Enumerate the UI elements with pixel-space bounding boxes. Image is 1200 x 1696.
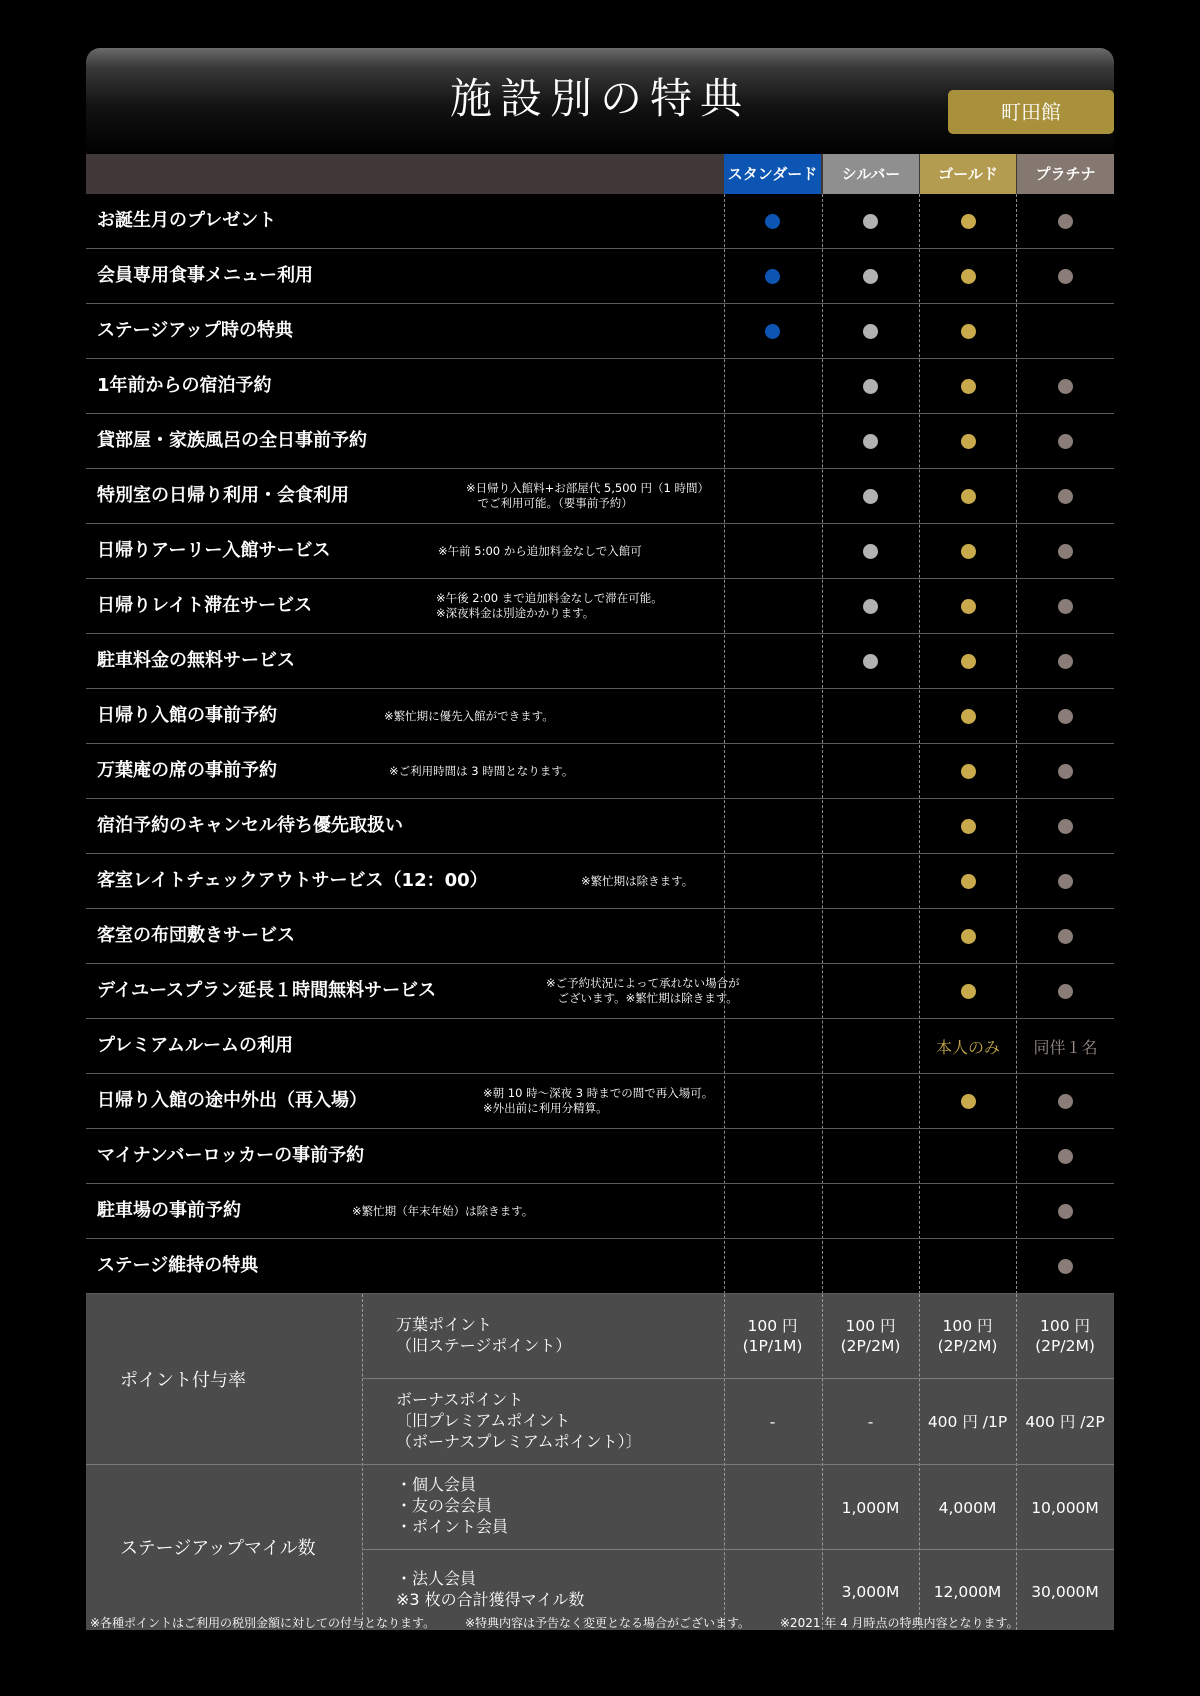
corporate-platinum: 30,000M [1031,1583,1099,1601]
benefit-label: デイユースプラン延長１時間無料サービス [97,980,437,1001]
benefit-label: 1年前からの宿泊予約 [97,375,272,396]
availability-dot [1058,929,1073,944]
miles-category: ステージアップマイル数 [120,1538,316,1559]
tier-standard: スタンダード [724,154,821,194]
availability-dot [1058,984,1073,999]
benefit-label: マイナンバーロッカーの事前予約 [97,1145,365,1166]
availability-silver [822,194,919,248]
availability-platinum [1017,249,1114,303]
availability-dot [961,709,976,724]
availability-dot [1058,269,1073,284]
benefit-row [86,1074,1114,1129]
benefit-label: 日帰り入館の事前予約 [97,705,277,726]
benefit-note: ※ご利用時間は 3 時間となります。 [389,763,574,778]
benefit-label: 会員専用食事メニュー利用 [97,265,313,286]
benefit-row [86,524,1114,579]
footer-note-1: ※各種ポイントはご利用の税別金額に対しての付与となります。 [90,1616,436,1630]
availability-silver [822,634,919,688]
benefit-note: ※日帰り入館料+お部屋代 5,500 円（1 時間） でご利用可能。（要事前予約） [466,481,709,510]
availability-gold [920,304,1016,358]
availability-dot [1058,544,1073,559]
availability-platinum [1017,1129,1114,1183]
benefit-label: 日帰りレイト滞在サービス [97,595,313,616]
availability-silver [822,249,919,303]
availability-text: 同伴１名 [1033,1037,1098,1057]
benefit-label: プレミアムルームの利用 [97,1035,294,1056]
row-divider [362,1378,1114,1379]
footer-note-2: ※特典内容は予告なく変更となる場合がございます。 [464,1616,751,1630]
availability-dot [765,214,780,229]
benefit-row [86,799,1114,854]
availability-dot [1058,819,1073,834]
manyo-gold: 100 円 (2P/2M) [937,1317,998,1355]
availability-gold [920,469,1016,523]
benefit-note: ※朝 10 時〜深夜 3 時までの間で再入場可。 ※外出前に利用分精算。 [483,1086,714,1115]
availability-silver [822,414,919,468]
benefit-row [86,909,1114,964]
availability-dot [1058,434,1073,449]
benefit-label: ステージアップ時の特典 [97,320,294,341]
personal-line2: ・友の会会員 [396,1496,493,1515]
availability-platinum [1017,689,1114,743]
availability-dot [863,269,878,284]
availability-dot [961,544,976,559]
availability-dot [1058,1259,1073,1274]
availability-dot [863,544,878,559]
benefit-row [86,1239,1114,1294]
availability-silver [822,469,919,523]
benefit-label: 客室レイトチェックアウトサービス（12：00） [97,870,488,891]
benefit-row [86,469,1114,524]
benefit-row [86,1184,1114,1239]
manyo-line2: （旧ステージポイント） [396,1336,572,1355]
benefit-label: 宿泊予約のキャンセル待ち優先取扱い [97,815,403,836]
availability-dot [961,214,976,229]
availability-dot [1058,709,1073,724]
availability-platinum [1017,524,1114,578]
benefit-row [86,249,1114,304]
benefit-row [86,194,1114,249]
row-divider [86,1464,1114,1465]
availability-dot [961,874,976,889]
footer-notes [90,1614,1045,1631]
bonus-line3: （ボーナスプレミアムポイント）〕 [396,1432,642,1451]
bonus-line1: ボーナスポイント [396,1390,524,1409]
availability-platinum [1017,414,1114,468]
availability-dot [1058,599,1073,614]
availability-gold [920,854,1016,908]
availability-platinum [1017,1074,1114,1128]
availability-platinum [1017,909,1114,963]
availability-dot [863,214,878,229]
benefit-label: 駐車料金の無料サービス [97,650,295,671]
bonus-standard: - [769,1413,776,1431]
personal-line1: ・個人会員 [396,1475,477,1494]
availability-dot [1058,489,1073,504]
tier-gold: ゴールド [920,154,1016,194]
facility-badge: 町田館 [948,90,1114,134]
availability-platinum [1017,854,1114,908]
benefits-panel [86,48,1114,1630]
availability-platinum [1017,1019,1114,1073]
column-divider [362,1294,363,1630]
availability-dot [765,324,780,339]
benefit-row [86,304,1114,359]
availability-platinum [1017,469,1114,523]
availability-standard [724,194,821,248]
availability-gold [920,194,1016,248]
benefit-note: ※午後 2:00 まで追加料金なしで滞在可能。 ※深夜料金は別途かかります。 [436,591,663,620]
benefit-row [86,1019,1114,1074]
availability-dot [765,269,780,284]
footer-note-3: ※2021 年 4 月時点の特典内容となります。 [779,1616,1019,1630]
availability-platinum [1017,579,1114,633]
availability-dot [1058,654,1073,669]
availability-gold [920,359,1016,413]
availability-dot [863,489,878,504]
corporate-silver: 3,000M [841,1583,900,1601]
availability-dot [863,599,878,614]
benefit-row [86,964,1114,1019]
tier-platinum: プラチナ [1017,154,1114,194]
availability-dot [961,929,976,944]
personal-gold: 4,000M [938,1499,997,1517]
benefit-note: ※繁忙期は除きます。 [581,873,694,888]
manyo-standard: 100 円 (1P/1M) [742,1317,803,1355]
availability-dot [961,489,976,504]
availability-gold [920,249,1016,303]
benefit-label: 日帰り入館の途中外出（再入場） [97,1090,367,1111]
bonus-point-label [396,1389,642,1452]
row-divider [362,1549,1114,1550]
points-category: ポイント付与率 [120,1370,246,1391]
availability-platinum [1017,194,1114,248]
availability-gold [920,634,1016,688]
benefit-label: 駐車場の事前予約 [97,1200,241,1221]
benefits-table [86,194,1114,1294]
benefit-label: 万葉庵の席の事前予約 [97,760,277,781]
availability-text: 本人のみ [935,1037,1000,1057]
points-section [86,1294,1114,1630]
benefit-row [86,414,1114,469]
benefit-row [86,689,1114,744]
availability-dot [961,324,976,339]
benefit-label: 貸部屋・家族風呂の全日事前予約 [97,430,367,451]
header [86,48,1114,154]
availability-silver [822,304,919,358]
manyo-point-label [396,1314,571,1356]
availability-dot [1058,214,1073,229]
bonus-line2: 〔旧プレミアムポイント [396,1411,571,1430]
availability-dot [1058,1204,1073,1219]
availability-gold [920,1019,1016,1073]
availability-gold [920,579,1016,633]
benefit-row [86,1129,1114,1184]
benefit-note: ※繁忙期に優先入館ができます。 [384,708,554,723]
benefit-row [86,744,1114,799]
availability-dot [961,819,976,834]
benefit-note: ※午前 5:00 から追加料金なしで入館可 [438,543,642,558]
personal-members-label [396,1474,508,1537]
availability-platinum [1017,1239,1114,1293]
availability-dot [863,379,878,394]
bonus-platinum: 400 円 /2P [1025,1413,1105,1431]
availability-dot [961,764,976,779]
benefit-note: ※繁忙期（年末年始）は除きます。 [352,1203,534,1218]
availability-dot [961,379,976,394]
availability-gold [920,689,1016,743]
availability-platinum [1017,359,1114,413]
availability-platinum [1017,964,1114,1018]
personal-line3: ・ポイント会員 [396,1517,509,1536]
page-title: 施設別の特典 [449,74,750,123]
availability-dot [961,1094,976,1109]
tier-header [86,154,1114,194]
availability-dot [863,324,878,339]
availability-dot [961,984,976,999]
availability-platinum [1017,799,1114,853]
availability-standard [724,304,821,358]
benefit-row [86,579,1114,634]
availability-dot [1058,1094,1073,1109]
availability-gold [920,744,1016,798]
availability-dot [1058,764,1073,779]
benefit-row [86,854,1114,909]
availability-gold [920,414,1016,468]
availability-platinum [1017,634,1114,688]
corporate-line1: ・法人会員 [396,1569,477,1588]
availability-dot [961,434,976,449]
availability-dot [1058,379,1073,394]
availability-silver [822,579,919,633]
availability-gold [920,964,1016,1018]
availability-gold [920,799,1016,853]
availability-dot [961,269,976,284]
benefit-label: 特別室の日帰り利用・会食利用 [97,485,349,506]
availability-silver [822,359,919,413]
bonus-gold: 400 円 /1P [927,1413,1008,1431]
availability-gold [920,1074,1016,1128]
manyo-line1: 万葉ポイント [396,1315,493,1334]
availability-dot [1058,1149,1073,1164]
availability-platinum [1017,744,1114,798]
availability-standard [724,249,821,303]
availability-platinum [1017,1184,1114,1238]
availability-silver [822,524,919,578]
tier-silver: シルバー [823,154,919,194]
availability-gold [920,524,1016,578]
availability-dot [961,654,976,669]
benefit-row [86,359,1114,414]
availability-dot [863,654,878,669]
availability-dot [863,434,878,449]
availability-dot [1058,874,1073,889]
manyo-silver: 100 円 (2P/2M) [840,1317,901,1355]
benefit-label: お誕生月のプレゼント [97,210,277,231]
benefit-label: 客室の布団敷きサービス [97,925,295,946]
personal-silver: 1,000M [841,1499,900,1517]
availability-gold [920,909,1016,963]
benefit-note: ※ご予約状況によって承れない場合が ございます。※繁忙期は除きます。 [546,976,740,1005]
personal-platinum: 10,000M [1031,1499,1099,1517]
benefit-label: ステージ維持の特典 [97,1255,259,1276]
corporate-gold: 12,000M [933,1583,1002,1601]
benefit-row [86,634,1114,689]
corporate-members-label [396,1568,584,1610]
manyo-platinum: 100 円 (2P/2M) [1035,1317,1095,1355]
availability-dot [961,599,976,614]
bonus-silver: - [867,1413,874,1431]
benefit-label: 日帰りアーリー入館サービス [97,540,331,561]
corporate-line2: ※3 枚の合計獲得マイル数 [396,1590,585,1609]
